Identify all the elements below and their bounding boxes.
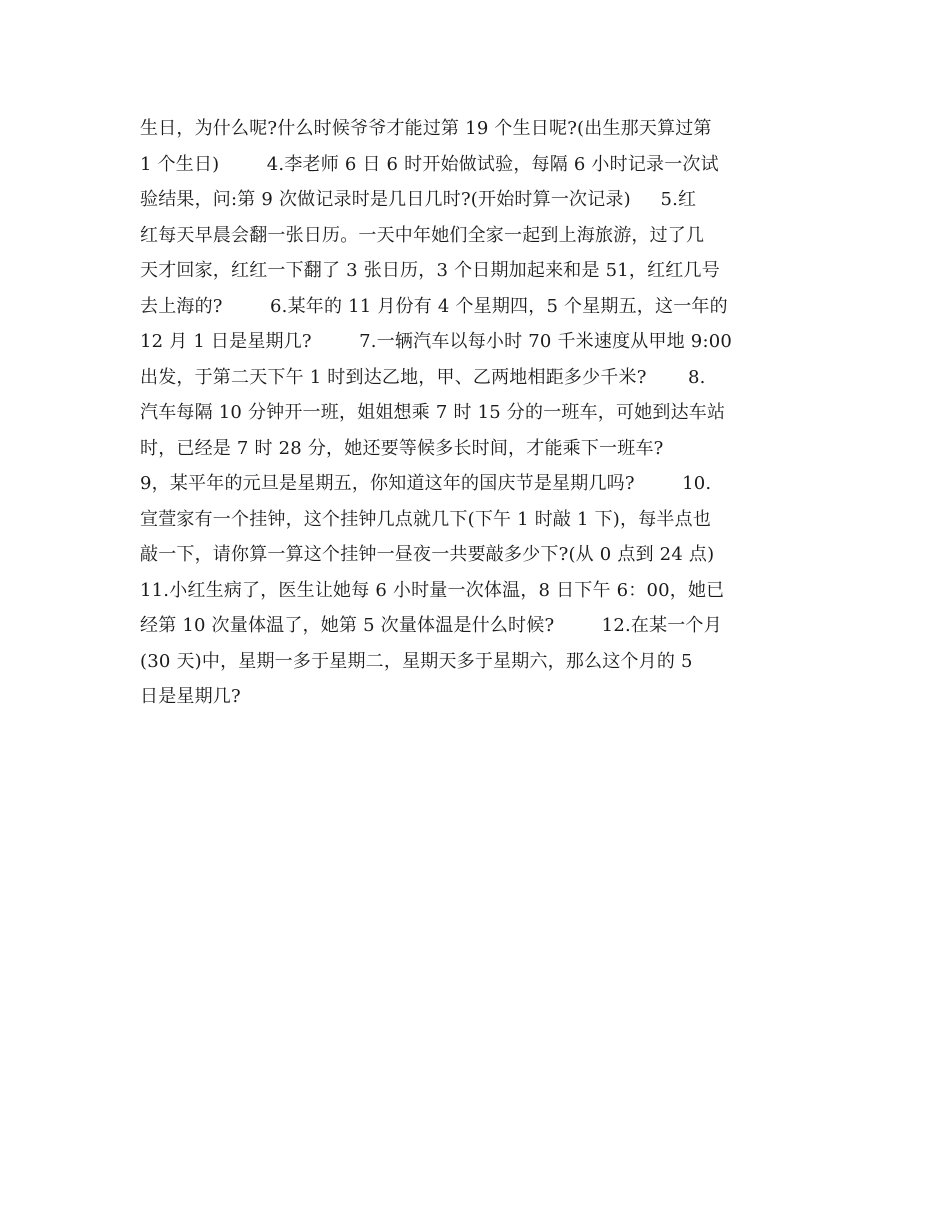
text-line: 生日，为什么呢?什么时候爷爷才能过第 19 个生日呢?(出生那天算过第 xyxy=(140,118,712,139)
text-line: 9，某平年的元旦是星期五，你知道这年的国庆节是星期几吗? 10. xyxy=(140,473,712,494)
text-line: 宣萱家有一个挂钟，这个挂钟几点就几下(下午 1 时敲 1 下)，每半点也 xyxy=(140,508,712,530)
text-line: 日是星期几? xyxy=(140,686,241,707)
text-line: 天才回家，红红一下翻了 3 张日历，3 个日期加起来和是 51，红红几号 xyxy=(140,260,720,281)
text-line: 出发，于第二天下午 1 时到达乙地，甲、乙两地相距多少千米? 8. xyxy=(140,366,706,388)
text-line: 去上海的? 6.某年的 11 月份有 4 个星期四，5 个星期五，这一年的 xyxy=(140,295,728,317)
text-line: 时，已经是 7 时 28 分，她还要等候多长时间，才能乘下一班车? xyxy=(140,437,664,459)
text-line: 红每天早晨会翻一张日历。一天中年她们全家一起到上海旅游，过了几 xyxy=(140,224,705,246)
text-line: 敲一下，请你算一算这个挂钟一昼夜一共要敲多少下?(从 0 点到 24 点) xyxy=(140,544,715,565)
text-line: 12 月 1 日是星期几? 7.一辆汽车以每小时 70 千米速度从甲地 9:00 xyxy=(140,331,733,352)
problem-text-block xyxy=(140,111,812,715)
text-line: 验结果，问:第 9 次做记录时是几日几时?(开始时算一次记录) 5.红 xyxy=(140,189,697,210)
text-line: 经第 10 次量体温了，她第 5 次量体温是什么时候? 12.在某一个月 xyxy=(140,615,722,636)
text-line: (30 天)中，星期一多于星期二，星期天多于星期六，那么这个月的 5 xyxy=(140,650,693,672)
text-line: 汽车每隔 10 分钟开一班，姐姐想乘 7 时 15 分的一班车，可她到达车站 xyxy=(140,402,726,423)
text-line: 1 个生日) 4.李老师 6 日 6 时开始做试验，每隔 6 小时记录一次试 xyxy=(140,153,719,175)
text-line: 11.小红生病了，医生让她每 6 小时量一次体温，8 日下午 6：00，她已 xyxy=(140,579,725,601)
